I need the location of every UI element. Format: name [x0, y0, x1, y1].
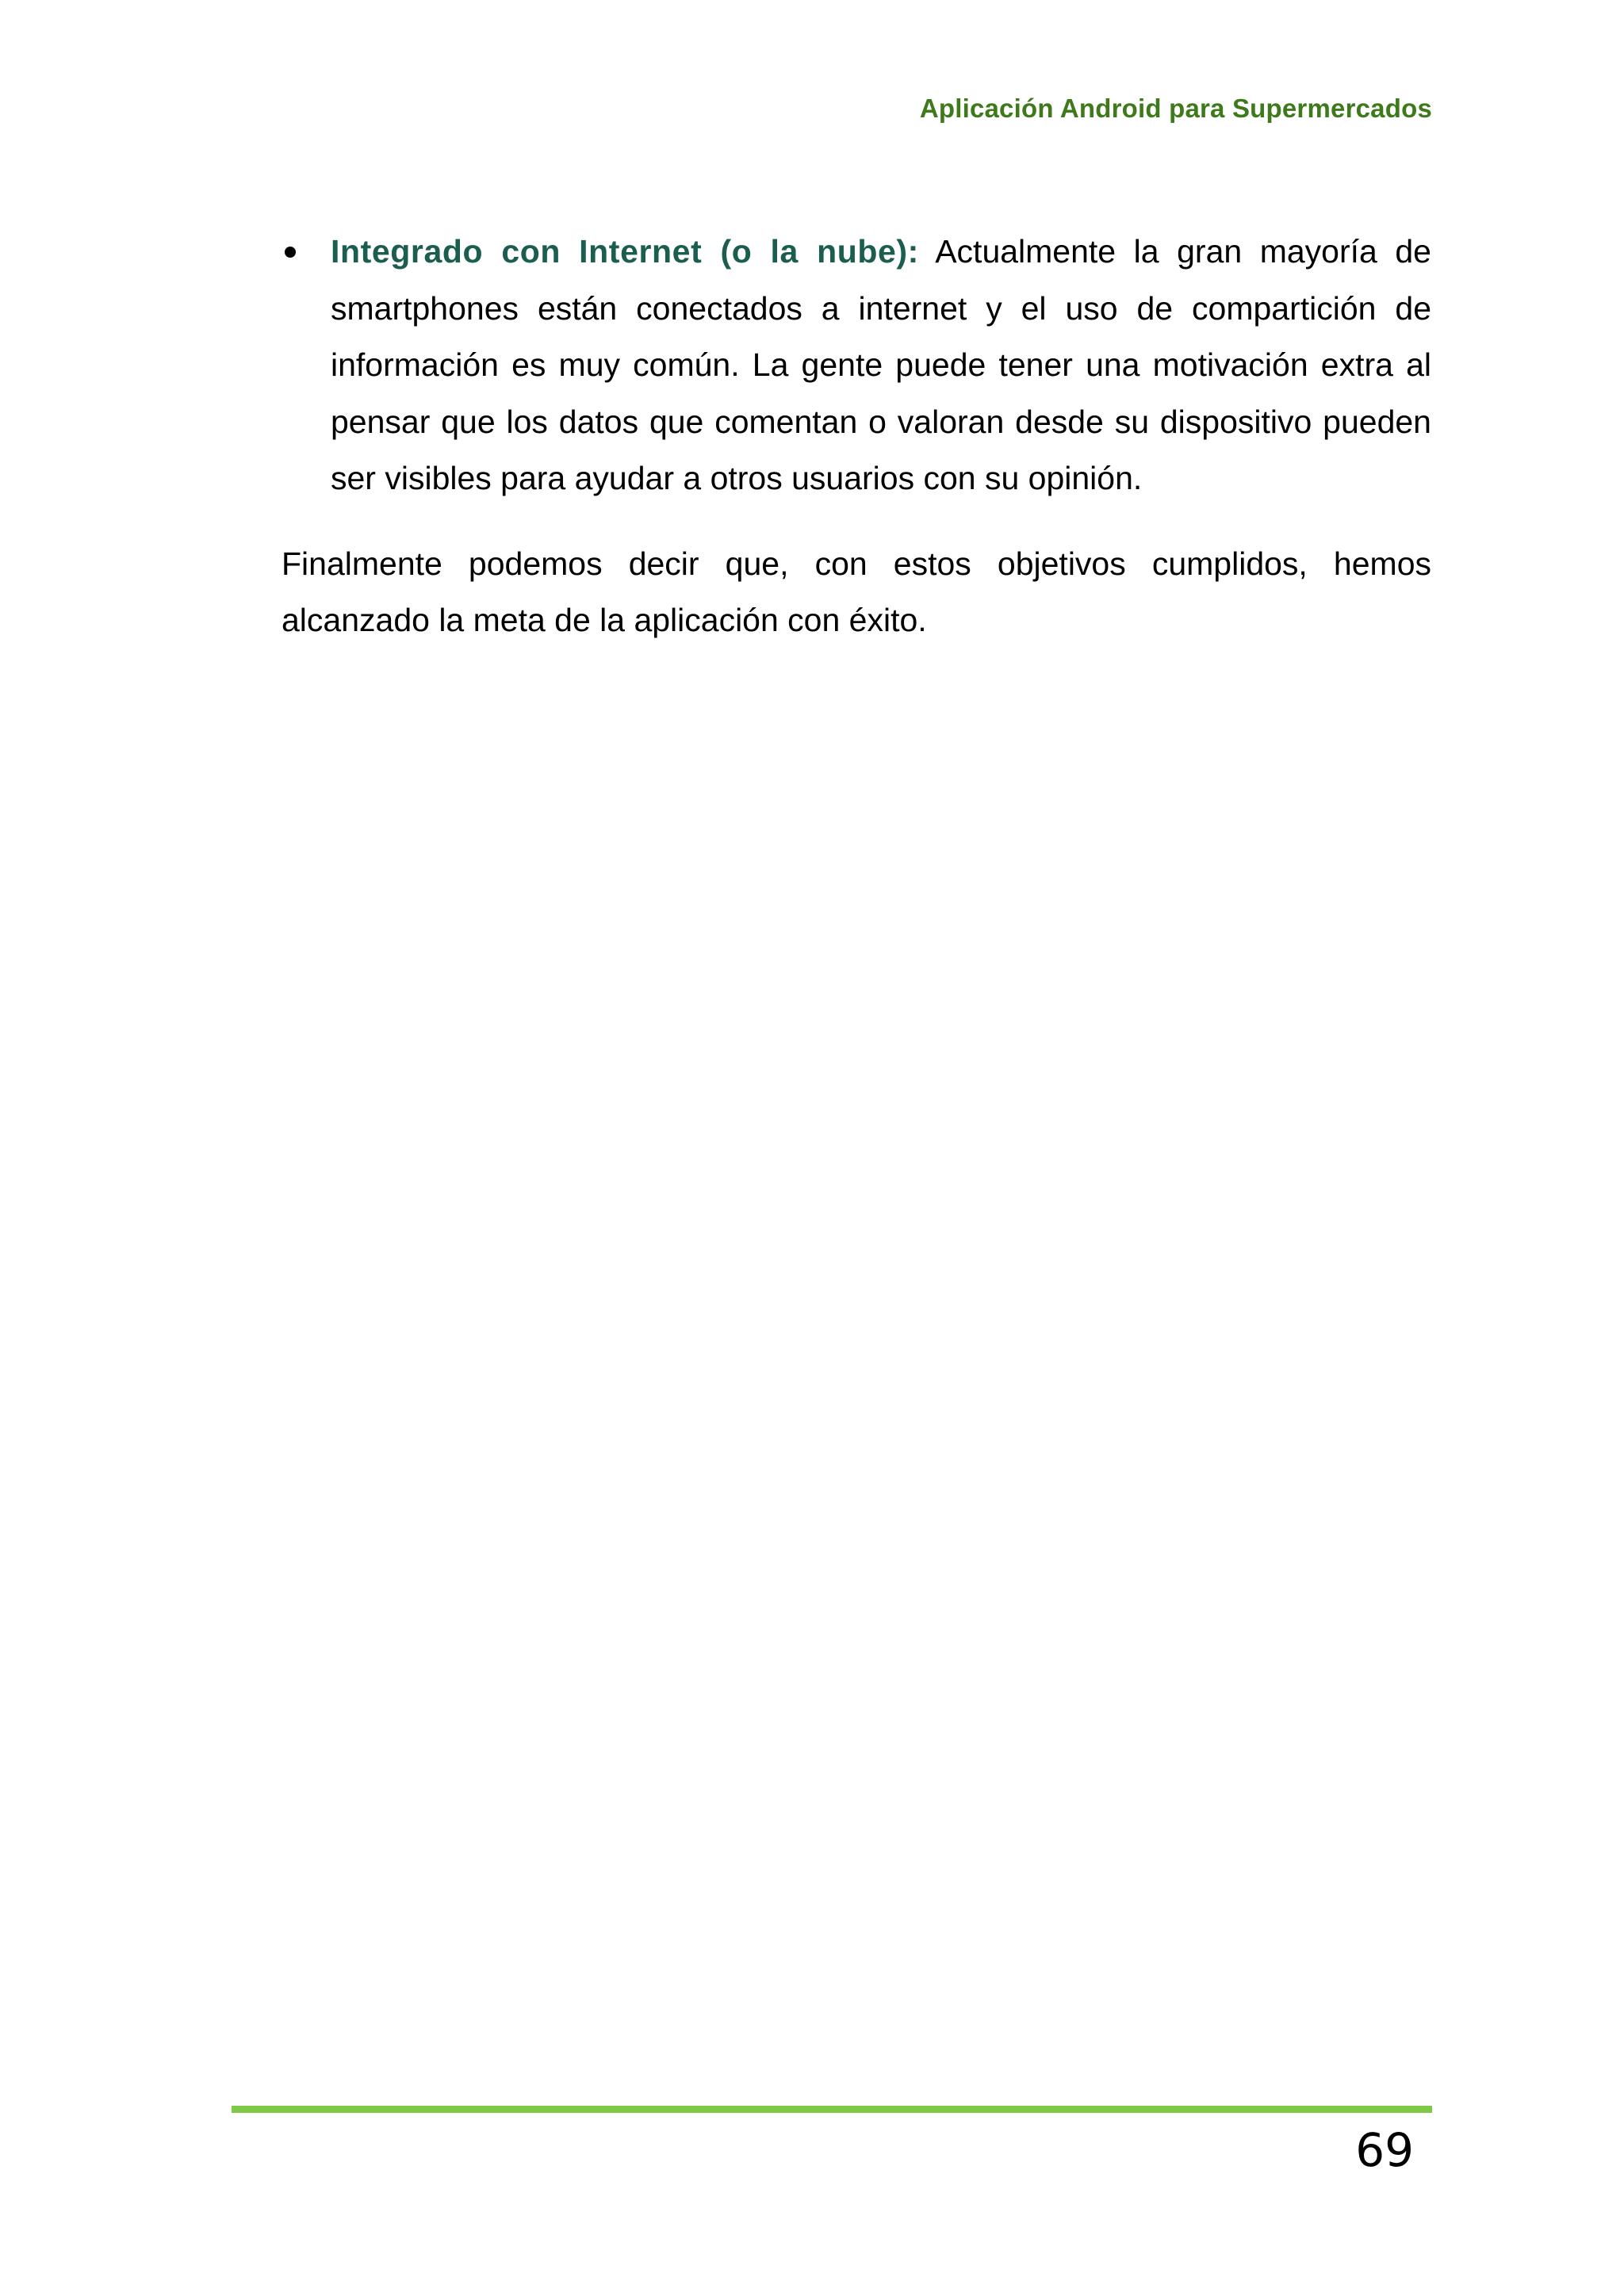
bullet-dot-icon	[285, 247, 296, 258]
bullet-text: Actualmente la gran mayoría de smartphones están conectados a internet y el uso de compartición de información es muy común. La gente puede tener una motivación extra al pensar que los datos que comentan o valoran desde su dispositivo pueden ser visibles para ayudar a otros usuarios con su opinión.	[331, 233, 1431, 496]
bullet-list	[282, 224, 1431, 507]
footer-divider	[232, 2106, 1432, 2113]
closing-paragraph: Finalmente podemos decir que, con estos objetivos cumplidos, hemos alcanzado la meta de la aplicación con éxito.	[282, 545, 1431, 638]
page-body	[282, 224, 1431, 649]
page-number: 69	[1355, 2123, 1414, 2177]
running-header-title: Aplicación Android para Supermercados	[919, 94, 1432, 123]
bullet-item-internet	[282, 224, 1431, 507]
bullet-term: Integrado con Internet (o la nube):	[331, 233, 919, 270]
